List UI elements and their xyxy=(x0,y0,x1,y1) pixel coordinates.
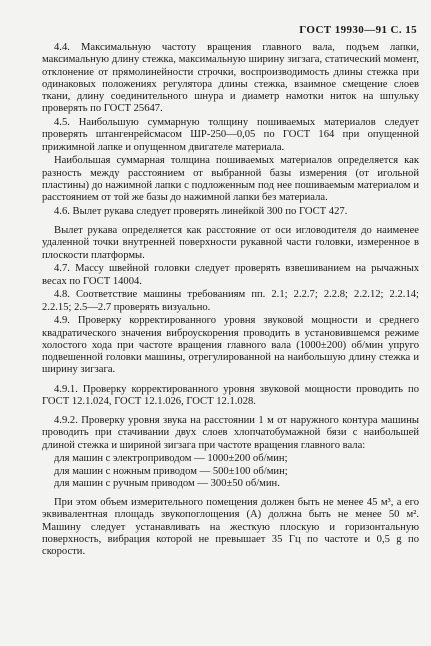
list-item-foot: для машин с ножным приводом — 500±100 об/мин; xyxy=(54,465,288,477)
paragraph-4-7: 4.7. Массу швейной головки следует проверять взвешиванием на рычажных весах по ГОСТ 14004. xyxy=(42,263,419,287)
paragraph-arm-definition: Вылет рукава определяется как расстояние от оси игловодителя до наименее удаленной точки внутренней поверхности рукавной части головки, измеренное в плоскости платформы. xyxy=(42,225,419,261)
paragraph-4-9: 4.9. Проверку корректированного уровня звуковой мощности и среднего квадратического значения виброускорения проводить в установившемся режиме холостого хода при частоте вращения главного вала (1000±200) об/мин упруго подвешенной головки машины, отрегулированной на наибольшую длину стежка и ширину зигзага. xyxy=(42,315,419,376)
drive-speed-list xyxy=(42,453,419,490)
paragraph-thickness-definition: Наибольшая суммарная толщина пошиваемых материалов определяется как разность между расстоянием от выбранной базы измерения (от игольной пластины) до нажимной лапки с подложенным под нее пошиваемым материалом и расстоянием от той же базы до нажимной лапки без материала. xyxy=(42,155,419,203)
paragraph-4-9-2: 4.9.2. Проверку уровня звука на расстоянии 1 м от наружного контура машины проводить при стачивании двух слоев хлопчатобумажной бязи с наибольшей длиной стежка и шириной зигзага при частоте вращения главного вала: xyxy=(42,415,419,451)
page-header: ГОСТ 19930—91 С. 15 xyxy=(299,24,417,36)
paragraph-4-9-1: 4.9.1. Проверку корректированного уровня звуковой мощности проводить по ГОСТ 12.1.024, ГОСТ 12.1.026, ГОСТ 12.1.028. xyxy=(42,383,419,407)
paragraph-4-5: 4.5. Наибольшую суммарную толщину пошиваемых материалов следует проверять штангенрейсмасом ШР-250—0,05 по ГОСТ 164 при опущенной прижимной лапке и опущенном двигателе материала. xyxy=(42,117,419,153)
paragraph-4-4: 4.4. Максимальную частоту вращения главного вала, подъем лапки, максимальную длину стежка, максимальную ширину зигзага, статический момент, отклонение от прямолинейности строчки, воспроизводимость длины стежка при одинаковых положениях регулятора длины стежка, взаимное смещение слоев ткани, длину соединительного шнура и диаметр намотки ниток на шпульку проверять по ГОСТ 25647. xyxy=(42,42,419,115)
page-content xyxy=(42,42,419,560)
list-item-manual: для машин с ручным приводом — 300±50 об/мин. xyxy=(54,477,280,489)
paragraph-4-8: 4.8. Соответствие машины требованиям пп. 2.1; 2.2.7; 2.2.8; 2.2.12; 2.2.14; 2.2.15; 2.5—2.7 проверять визуально. xyxy=(42,289,419,313)
paragraph-4-6: 4.6. Вылет рукава следует проверять линейкой 300 по ГОСТ 427. xyxy=(54,205,348,217)
paragraph-room-requirements: При этом объем измерительного помещения должен быть не менее 45 м³, а его эквивалентная площадь звукопоглощения (А) должна быть не менее 50 м². Машину следует устанавливать на жесткую плоскую и горизонтальную поверхность, вибрация которой не превышает 35 Гц по частоте и 0,5 g по скорости. xyxy=(42,497,419,557)
list-item-electric: для машин с электроприводом — 1000±200 об/мин; xyxy=(54,453,288,465)
